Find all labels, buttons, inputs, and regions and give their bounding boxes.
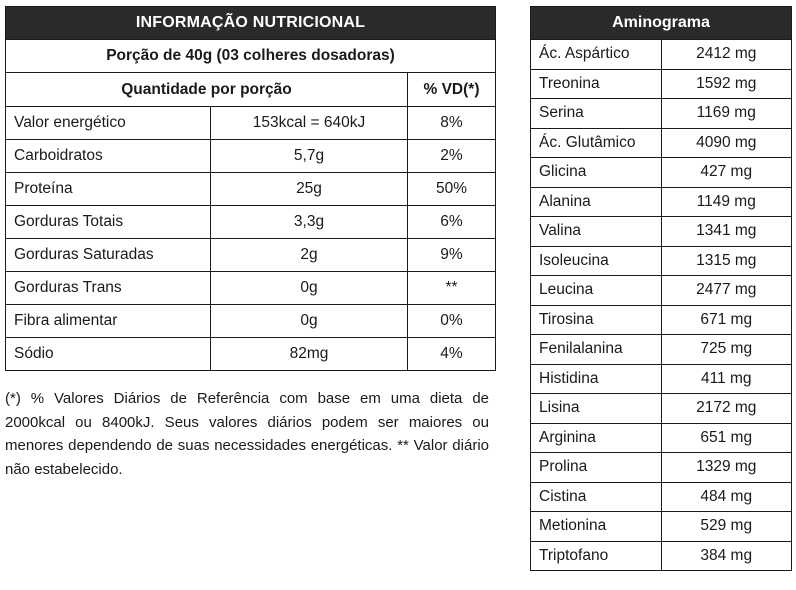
nutrient-name: Sódio [6, 338, 211, 371]
amino-acid-value: 1149 mg [661, 187, 792, 217]
nutrient-name: Gorduras Saturadas [6, 239, 211, 272]
nutrient-row [6, 107, 496, 140]
amino-row [531, 541, 792, 571]
amino-acid-value: 411 mg [661, 364, 792, 394]
amino-acid-value: 427 mg [661, 158, 792, 188]
amino-acid-name: Leucina [531, 276, 662, 306]
nutrient-name: Proteína [6, 173, 211, 206]
nutrient-daily-value: 6% [408, 206, 496, 239]
amino-acid-name: Tirosina [531, 305, 662, 335]
nutrient-quantity: 0g [211, 272, 408, 305]
amino-acid-name: Lisina [531, 394, 662, 424]
amino-acid-name: Alanina [531, 187, 662, 217]
nutrient-row [6, 206, 496, 239]
amino-row [531, 453, 792, 483]
amino-acid-name: Glicina [531, 158, 662, 188]
nutrient-daily-value: 8% [408, 107, 496, 140]
nutrient-row [6, 173, 496, 206]
amino-row [531, 246, 792, 276]
amino-row [531, 99, 792, 129]
amino-acid-name: Triptofano [531, 541, 662, 571]
amino-acid-value: 384 mg [661, 541, 792, 571]
amino-acid-value: 4090 mg [661, 128, 792, 158]
amino-row [531, 128, 792, 158]
nutrient-name: Gorduras Totais [6, 206, 211, 239]
amino-acid-value: 2412 mg [661, 40, 792, 70]
amino-row [531, 394, 792, 424]
nutrient-quantity: 2g [211, 239, 408, 272]
nutrient-quantity: 82mg [211, 338, 408, 371]
amino-acid-name: Ác. Glutâmico [531, 128, 662, 158]
nutrient-name: Gorduras Trans [6, 272, 211, 305]
nutrient-row [6, 140, 496, 173]
amino-acid-name: Arginina [531, 423, 662, 453]
nutrient-quantity: 3,3g [211, 206, 408, 239]
amino-acid-value: 1315 mg [661, 246, 792, 276]
amino-acid-value: 484 mg [661, 482, 792, 512]
nutrient-row [6, 305, 496, 338]
amino-row [531, 69, 792, 99]
amino-row [531, 512, 792, 542]
amino-acid-name: Histidina [531, 364, 662, 394]
nutrient-quantity: 0g [211, 305, 408, 338]
amino-row [531, 364, 792, 394]
amino-acid-value: 2477 mg [661, 276, 792, 306]
amino-row [531, 217, 792, 247]
aminogram-title: Aminograma [531, 7, 792, 40]
amino-row [531, 187, 792, 217]
amino-acid-value: 1329 mg [661, 453, 792, 483]
amino-row [531, 158, 792, 188]
amino-acid-value: 671 mg [661, 305, 792, 335]
amino-acid-name: Valina [531, 217, 662, 247]
nutrient-daily-value: 2% [408, 140, 496, 173]
nutrition-footnote: (*) % Valores Diários de Referência com base em uma dieta de 2000kcal ou 8400kJ. Seus valores diários podem ser maiores ou menores dependendo de suas necessidades energéticas. ** Valor diário não estabelecido. [5, 390, 489, 478]
nutrient-daily-value: 9% [408, 239, 496, 272]
amino-row [531, 482, 792, 512]
nutrient-name: Fibra alimentar [6, 305, 211, 338]
aminogram-table [530, 6, 792, 571]
nutrient-daily-value: 0% [408, 305, 496, 338]
amino-row [531, 423, 792, 453]
amino-acid-value: 1341 mg [661, 217, 792, 247]
nutrition-facts-table [5, 6, 496, 371]
nutrient-daily-value: 50% [408, 173, 496, 206]
amino-acid-name: Fenilalanina [531, 335, 662, 365]
nutrient-row [6, 338, 496, 371]
amino-acid-value: 651 mg [661, 423, 792, 453]
nutrition-title: INFORMAÇÃO NUTRICIONAL [6, 7, 496, 40]
portion-size: Porção de 40g (03 colheres dosadoras) [6, 40, 496, 73]
nutrient-quantity: 25g [211, 173, 408, 206]
amino-acid-name: Treonina [531, 69, 662, 99]
nutrient-quantity: 5,7g [211, 140, 408, 173]
nutrient-quantity: 153kcal = 640kJ [211, 107, 408, 140]
amino-row [531, 40, 792, 70]
nutrient-row [6, 239, 496, 272]
amino-acid-name: Cistina [531, 482, 662, 512]
nutrient-daily-value: 4% [408, 338, 496, 371]
nutrient-name: Carboidratos [6, 140, 211, 173]
header-quantity: Quantidade por porção [6, 73, 408, 107]
header-daily-value: % VD(*) [408, 73, 496, 107]
amino-acid-value: 1169 mg [661, 99, 792, 129]
amino-acid-name: Ác. Aspártico [531, 40, 662, 70]
nutrient-row [6, 272, 496, 305]
nutrient-daily-value: ** [408, 272, 496, 305]
amino-acid-name: Prolina [531, 453, 662, 483]
amino-row [531, 276, 792, 306]
amino-acid-value: 725 mg [661, 335, 792, 365]
amino-acid-value: 529 mg [661, 512, 792, 542]
amino-acid-name: Isoleucina [531, 246, 662, 276]
amino-row [531, 335, 792, 365]
amino-acid-name: Metionina [531, 512, 662, 542]
amino-acid-value: 1592 mg [661, 69, 792, 99]
amino-acid-name: Serina [531, 99, 662, 129]
amino-row [531, 305, 792, 335]
nutrient-name: Valor energético [6, 107, 211, 140]
amino-acid-value: 2172 mg [661, 394, 792, 424]
